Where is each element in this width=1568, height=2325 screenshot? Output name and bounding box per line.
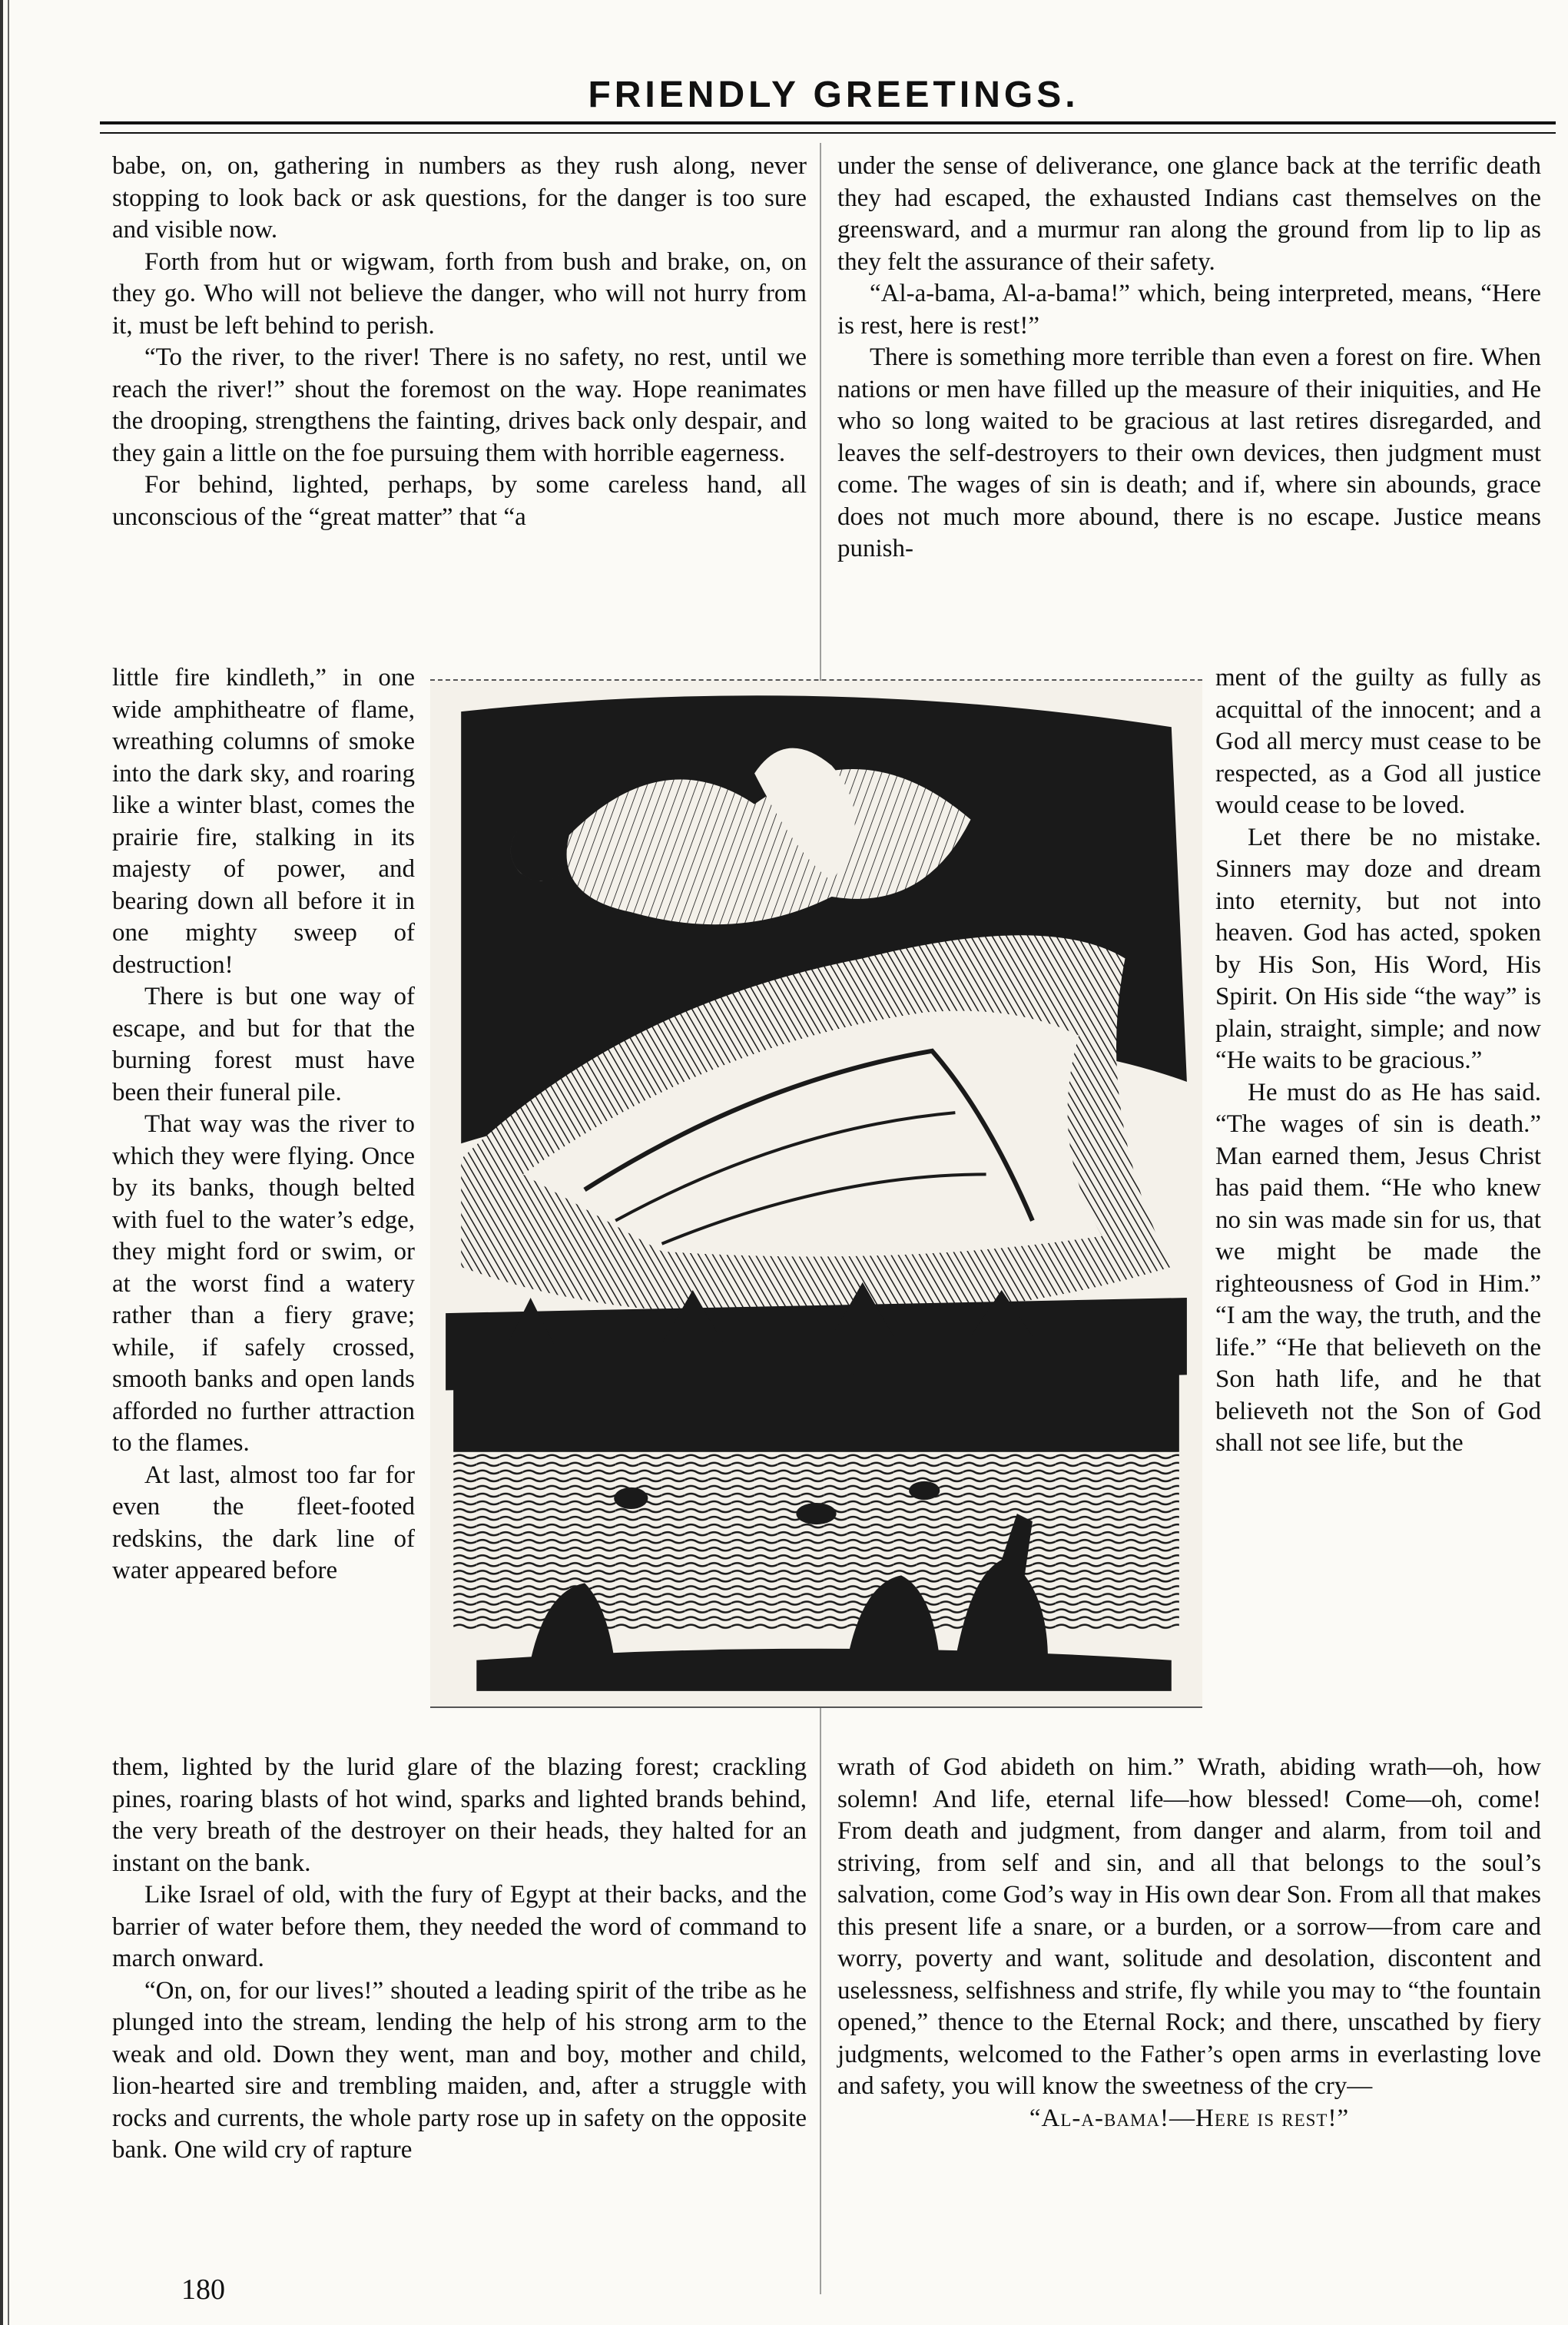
- paragraph: little fire kindleth,” in one wide amphitheatre of flame, wreathing columns of smoke into the dark sky, and roaring like a winter blast, comes the prairie fire, stalking in its majesty of power, and bearing down all before it in one mighty sweep of destruction!: [112, 664, 415, 979]
- running-header: FRIENDLY GREETINGS.: [588, 75, 1079, 115]
- paragraph: He must do as He has said. “The wages of sin is death.” Man earned them, Jesus Christ has paid them. “He who knew no sin was made sin for us, that we might be made the righteousness of God in Him.” “I am the way, the truth, and the life.” “He that believeth on the Son hath life, and he that believeth not the Son of God shall not see life, but the: [1215, 1078, 1541, 1457]
- paragraph: babe, on, on, gathering in numbers as they rush along, never stopping to look back or ask questions, for the danger is too sure and visible now.: [112, 152, 807, 244]
- paragraph: Like Israel of old, with the fury of Egypt at their backs, and the barrier of water before them, they needed the word of command to march onward.: [112, 1881, 807, 1972]
- right-column-narrow: [1215, 662, 1541, 1460]
- paragraph: “Al-a-bama, Al-a-bama!” which, being interpreted, means, “Here is rest, here is rest!”: [837, 280, 1541, 340]
- right-column-top: [837, 151, 1541, 565]
- paragraph: wrath of God abideth on him.” Wrath, abiding wrath—oh, how solemn! And life, eternal life—how blessed! Come—oh, come! From death and judgment, from danger and alarm, from toil and striving, from self and sin, and all that belongs to the soul’s salvation, come God’s way in His own dear Son. From all that makes this present life a snare, or a burden, or a sorrow—from care and worry, poverty and want, solitude and desolation, discontent and uselessness, selfishness and strife, fly while you may to “the fountain opened,” thence to the Eternal Rock; and there, unscathed by fiery judgments, welcomed to the Father’s open arms in everlasting love and safety, you will know the sweetness of the cry—: [837, 1753, 1541, 2100]
- header-rule-thin: [100, 132, 1556, 134]
- paragraph: “To the river, to the river! There is no safety, no rest, until we reach the river!” shout the foremost on the way. Hope reanimates the drooping, strengthens the fainting, drives back only despair, and they gain a little on the foe pursuing them with horrible eagerness.: [112, 343, 807, 467]
- engraving-image: [430, 681, 1202, 1706]
- page-edge: [0, 0, 3, 2325]
- prairie-fire-engraving: [430, 679, 1202, 1708]
- paragraph: Forth from hut or wigwam, forth from bush and brake, on, on they go. Who will not believe the danger, who will not hurry from it, must be left behind to perish.: [112, 247, 807, 340]
- page-edge-inner: [8, 0, 9, 2325]
- paragraph: them, lighted by the lurid glare of the blazing forest; crackling pines, roaring blasts of hot wind, sparks and lighted brands behind, the very breath of the destroyer on their heads, they halted for an instant on the bank.: [112, 1753, 807, 1877]
- paragraph: At last, almost too far for even the fleet-footed redskins, the dark line of water appeared before: [112, 1461, 415, 1584]
- paragraph: under the sense of deliverance, one glance back at the terrific death they had escaped, the exhausted Indians cast themselves on the greensward, and a murmur ran along the ground from lip to lip as they felt the assurance of their safety.: [837, 152, 1541, 276]
- left-column-bottom: [112, 1752, 807, 2167]
- right-column-bottom: [837, 1752, 1541, 2134]
- left-column-narrow: [112, 662, 415, 1587]
- paragraph: “On, on, for our lives!” shouted a leading spirit of the tribe as he plunged into the stream, lending the help of his strong arm to the weak and old. Down they went, man and boy, mother and child, lion-hearted sire and trembling maiden, and, after a struggle with rocks and currents, the whole party rose up in safety on the opposite bank. One wild cry of rapture: [112, 1976, 807, 2164]
- header-rule-thick: [100, 121, 1556, 124]
- paragraph: ment of the guilty as fully as acquittal of the innocent; and a God all mercy must cease to be respected, as a God all justice would cease to be loved.: [1215, 664, 1541, 819]
- left-column-top: [112, 151, 807, 533]
- paragraph: For behind, lighted, perhaps, by some careless hand, all unconscious of the “great matter” that “a: [112, 471, 807, 531]
- paragraph: Let there be no mistake. Sinners may doze and dream into eternity, but not into heaven. God has acted, spoken by His Son, His Word, His Spirit. On His side “the way” is plain, straight, simple; and now “He waits to be gracious.”: [1215, 823, 1541, 1074]
- paragraph: There is something more terrible than even a forest on fire. When nations or men have filled up the measure of their iniquities, and He who so long waited to be gracious at last retires disregarded, and leaves the self-destroyers to their own devices, then judgment must come. The wages of sin is death; and if, where sin abounds, grace does not much more abound, there is no escape. Justice means punish-: [837, 343, 1541, 562]
- closing-line: “Al-a-bama!—Here is rest!”: [1029, 2104, 1350, 2132]
- paragraph: There is but one way of escape, and but for that the burning forest must have been their funeral pile.: [112, 983, 415, 1106]
- page-number: 180: [181, 2274, 225, 2306]
- paragraph: That way was the river to which they were flying. Once by its banks, though belted with fuel to the water’s edge, they might ford or swim, or at the worst find a watery rather than a fiery grave; while, if safely crossed, smooth banks and open lands afforded no further attraction to the flames.: [112, 1110, 415, 1457]
